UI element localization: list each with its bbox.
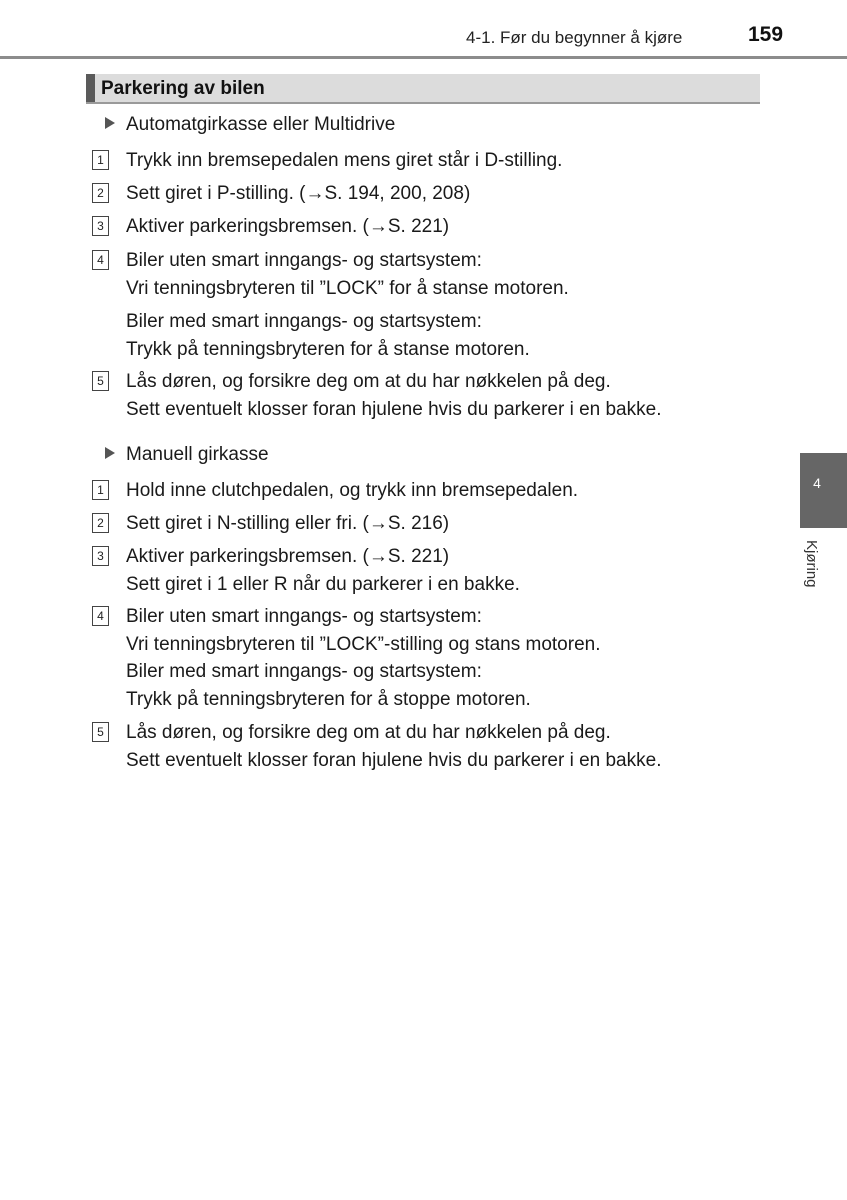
step-text: Biler uten smart inngangs- og startsystem: [126, 250, 482, 271]
step-text: Trykk på tenningsbryteren for å stanse motoren. [126, 338, 530, 360]
step-text: Lås døren, og forsikre deg om at du har nøkkelen på deg. [126, 371, 611, 392]
step-text: Sett eventuelt klosser foran hjulene hvis du parkerer i en bakke. [126, 398, 662, 420]
chapter-side-tab [800, 453, 847, 528]
step-text: Trykk inn bremsepedalen mens giret står i D-stilling. [126, 150, 563, 171]
step-text: Biler med smart inngangs- og startsystem: [126, 661, 482, 682]
chapter-tab-number: 4 [813, 475, 821, 491]
step-text: Biler uten smart inngangs- og startsystem: [126, 606, 482, 627]
step-text: Lås døren, og forsikre deg om at du har nøkkelen på deg. [126, 722, 611, 743]
step-number-box: 1 [92, 480, 109, 500]
step-text: Vri tenningsbryteren til ”LOCK”-stilling og stans motoren. [126, 633, 601, 655]
section-title: Parkering av bilen [101, 78, 265, 99]
step-text: Hold inne clutchpedalen, og trykk inn bremsepedalen. [126, 480, 579, 501]
triangle-bullet-icon [105, 117, 115, 129]
subheading-automatic-label: Automatgirkasse eller Multidrive [126, 114, 396, 135]
step-text: Sett giret i N-stilling eller fri. (→S. 216) [126, 513, 450, 534]
chapter-title: 4-1. Før du begynner å kjøre [466, 28, 683, 47]
step-number-box: 2 [92, 183, 109, 203]
step-number-box: 1 [92, 150, 109, 170]
header-divider [0, 56, 847, 59]
step-number-box: 4 [92, 606, 109, 626]
section-accent [86, 74, 95, 102]
step-number-box: 3 [92, 546, 109, 566]
step-text: Vri tenningsbryteren til ”LOCK” for å stanse motoren. [126, 277, 569, 299]
page-number: 159 [748, 23, 784, 46]
subheading-automatic [105, 114, 395, 136]
section-heading-bar [86, 74, 760, 104]
step-number-box: 4 [92, 250, 109, 270]
step-text: Sett eventuelt klosser foran hjulene hvis du parkerer i en bakke. [126, 749, 662, 771]
subheading-manual [105, 444, 269, 466]
subheading-manual-label: Manuell girkasse [126, 444, 269, 465]
step-text: Trykk på tenningsbryteren for å stoppe motoren. [126, 688, 531, 710]
step-number-box: 2 [92, 513, 109, 533]
chapter-side-label: Kjøring [803, 540, 820, 588]
step-text: Aktiver parkeringsbremsen. (→S. 221) [126, 546, 450, 567]
triangle-bullet-icon [105, 447, 115, 459]
step-text: Aktiver parkeringsbremsen. (→S. 221) [126, 216, 450, 237]
step-number-box: 3 [92, 216, 109, 236]
step-text: Sett giret i P-stilling. (→S. 194, 200, 208) [126, 183, 471, 204]
step-number-box: 5 [92, 371, 109, 391]
step-number-box: 5 [92, 722, 109, 742]
step-text: Sett giret i 1 eller R når du parkerer i en bakke. [126, 573, 520, 595]
step-text: Biler med smart inngangs- og startsystem: [126, 311, 482, 332]
